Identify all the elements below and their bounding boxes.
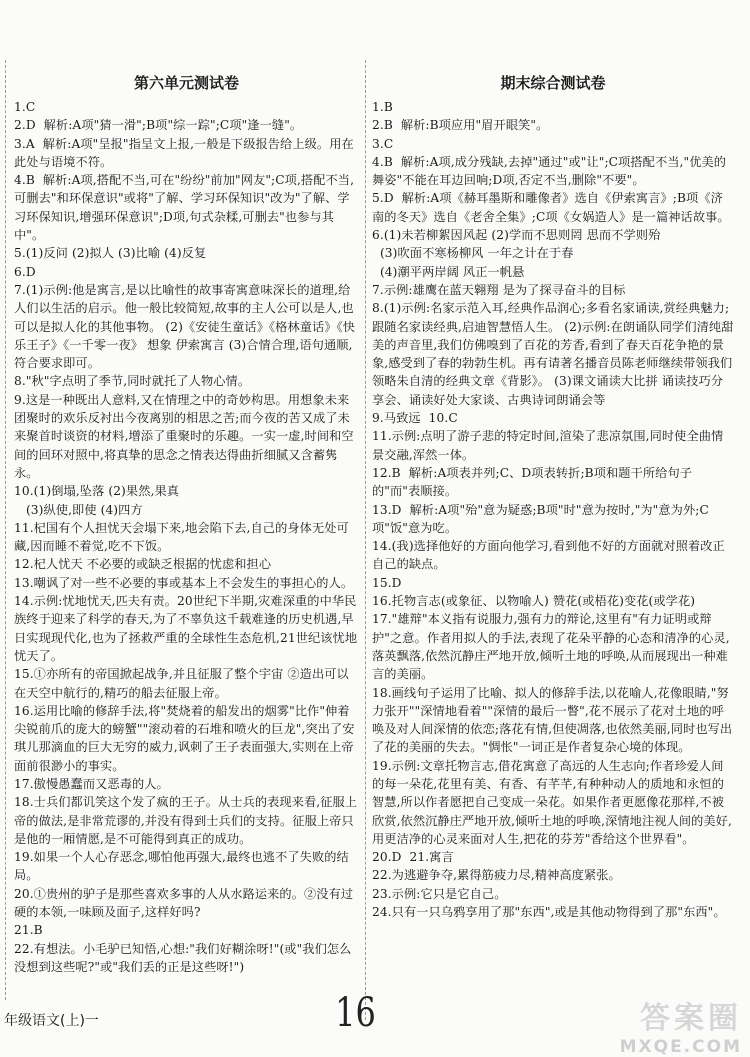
right-column	[372, 70, 734, 921]
answer-item: 20.①贵州的驴子是那些喜欢多事的人从水路运来的。②没有过硬的本领,一味顾及面子,这样好吗?	[14, 886, 354, 920]
answer-item: 19.示例:文章托物言志,借花寓意了高远的人生志向;作者珍爱人间的每一朵花,花里有美、有香、有芊芊,有种种动人的质地和永恒的智慧,所以作者愿把自己变成一朵花。如果作者更愿像花那样,不被欣赏,依然沉静庄严地开放,倾听土地的呼唤,深情地注视人间的美好,用更洁净的心灵来面对人生,把花的芬芳"香给这个世界看"。	[372, 758, 732, 846]
answer-item: 12.B 解析:A项表并列;C、D项表转折;B项和题干所给句子的"而"表顺接。	[372, 465, 693, 499]
answer-item: 6.(1)未若柳絮因风起 (2)学而不思则罔 思而不学则殆 (3)吹面不寒杨柳风 一年之计在于春 (4)潮平两岸阔 风正一帆悬	[372, 228, 661, 279]
left-margin-divider	[5, 60, 7, 1000]
left-column	[14, 70, 359, 976]
answer-item: 3.C	[372, 136, 394, 151]
answer-item: 11.杞国有个人担忧天会塌下来,地会陷下去,自己的身体无处可藏,因而睡不着觉,吃不下饭。	[14, 520, 349, 554]
answer-item: 14.示例:忧地忧天,匹夫有责。20世纪下半期,灾难深重的中华民族终于迎来了科学的春天,为了不辜负这千载难逢的历史机遇,早日实现现代化,也为了拯救严重的全球性生态危机,21世纪该忧地忧天了。	[14, 594, 358, 663]
watermark-url: MXQE.COM	[619, 1037, 742, 1057]
answer-item: 7.示例:雄鹰在蓝天翱翔 是为了探寻奋斗的目标	[372, 282, 626, 297]
answer-item: 23.示例:它只是它自己。	[372, 886, 507, 901]
section-title-final: 期末综合测试卷	[500, 74, 606, 92]
answer-item: 9.这是一种既出人意料,又在情理之中的奇妙构思。用想象未来团聚时的欢乐反衬出今夜离别的相思之苦;而今夜的苦又成了未来聚首时谈资的材料,增添了重聚时的乐趣。一实一虚,时间和空间的回环对照中,将真挚的思念之情表达得曲折细腻又含蓄隽永。	[14, 392, 354, 480]
answer-item: 10.(1)倒塌,坠落 (2)果然,果真 (3)纵使,即使 (4)四方	[14, 484, 180, 517]
answer-item: 13.嘲讽了对一些不必要的事或基本上不会发生的事担心的人。	[14, 575, 354, 590]
answer-item: 15.①亦所有的帝国掀起战争,并且征服了整个宇宙 ②造出可以在天空中航行的,精巧的船去征服上帝。	[14, 667, 349, 700]
answer-item: 4.B 解析:A项,搭配不当,可在"纷纷"前加"网友";C项,搭配不当,可删去"和环保意识"或将"了解、学习环保知识"改为"了解、学习环保知识,增强环保意识";D项,句式杂糅,可删去"也参与其中"。	[14, 173, 355, 243]
site-watermark	[612, 993, 742, 1057]
answer-item: 16.托物言志(或象征、以物喻人) 赞花(或梧花)变花(或学花)	[372, 594, 696, 609]
answer-item: 22.有想法。小毛驴已知悟,心想:"我们好糊涂呀!"(或"我们怎么没想到这些呢?"或"我们丢的正是这些呀!")	[14, 941, 352, 974]
answer-item: 9.马致远 10.C	[372, 411, 458, 426]
answer-item: 17."雄辩"本义指有说服力,强有力的辩论,这里有"有力证明或辩护"之意。作者用拟人的手法,表现了花朵平静的心态和清净的心灵,落英飘落,依然沉静庄严地开放,倾听土地的呼唤,从而展现出一种难言的美丽。	[372, 612, 730, 682]
handwritten-page-number: 16	[335, 990, 376, 1036]
answer-item: 12.杞人忧天 不必要的或缺乏根据的忧虑和担心	[14, 557, 272, 572]
section-title-unit6: 第六单元测试卷	[133, 74, 239, 92]
answer-item: 14.(我)选择他好的方面向他学习,看到他不好的方面就对照着改正自己的缺点。	[372, 539, 725, 572]
right-answer-list	[372, 98, 734, 921]
answer-item: 19.如果一个人心存恶念,哪怕他再强大,最终也逃不了失败的结局。	[14, 850, 349, 883]
answer-item: 3.A 解析:A项"呈报"指呈文上报,一般是下级报告给上级。用在此处与语境不符。	[14, 136, 354, 169]
answer-item: 18.画线句子运用了比喻、拟人的修辞手法,以花喻人,花像眼睛,"努力张开""深情地看着""深情的最后一瞥",花不展示了花对土地的呼唤及对人间深情的依恋;落花有情,但使凋落,也依然美丽,同时也写出了花的美丽的失去。"惆怅"一词正是作者复杂心境的体现。	[372, 685, 733, 755]
answer-item: 8.(1)示例:名家示范入耳,经典作品润心;多看名家诵读,赏经典魅力;跟随名家读经典,启迪智慧悟人生。 (2)示例:在朗诵队同学们清纯甜美的声音里,我们仿佛嗅到了百花的芳香,看到了春天百花争艳的景象,感受到了春的勃勃生机。再有请著名播音员陈老师继续带领我们领略朱自清的经典文章《背影》。 (3)课文诵读大比拼 诵读技巧分享会、诵读好处大家谈、古典诗词朗诵会等	[372, 301, 734, 407]
answer-item: 1.C	[14, 100, 36, 114]
answer-item: 17.傲慢愚蠢而又恶毒的人。	[14, 776, 169, 791]
answer-item: 15.D	[372, 575, 402, 590]
answer-item: 20.D 21.寓言	[372, 850, 454, 865]
answer-item: 2.D 解析:A项"猜一滑";B项"综一踪";C项"逢一缝"。	[14, 118, 303, 133]
answer-item: 13.D 解析:A项"殆"意为疑惑;B项"时"意为按时,"为"意为外;C项"饭"意为吃。	[372, 502, 709, 535]
answer-item: 5.(1)反问 (2)拟人 (3)比喻 (4)反复	[14, 246, 207, 261]
answer-item: 22.为逃避争夺,累得筋疲力尽,精神高度紧张。	[372, 868, 621, 883]
watermark-logo-text: 答案圈	[640, 1001, 742, 1036]
answer-item: 5.D 解析:A项《赫耳墨斯和雕像者》选自《伊索寓言》;B项《济南的冬天》选自《老舍全集》;C项《女娲造人》是一篇神话故事。	[372, 191, 730, 224]
answer-item: 16.运用比喻的修辞手法,将"焚烧着的船发出的烟雾"比作"伸着尖锐前爪的庞大的螃蟹""滚动着的石堆和喷火的巨龙",突出了安琪儿那滴血的巨大无穷的威力,讽刺了王子表面强大,实则在上帝面前很渺小的事实。	[14, 703, 355, 773]
footer-grade-label: 年级语文(上)一	[4, 1013, 99, 1029]
column-divider	[365, 60, 367, 1020]
answer-item: 8."秋"字点明了季节,同时就托了人物心情。	[14, 374, 251, 389]
answer-item: 4.B 解析:A项,成分残缺,去掉"通过"或"让";C项搭配不当,"优美的舞姿"不能在耳边回响;D项,否定不当,删除"不要"。	[372, 154, 727, 188]
answer-item: 1.B	[372, 100, 393, 114]
left-answer-list	[14, 98, 359, 976]
answer-item: 21.B	[14, 923, 43, 938]
answer-item: 2.B 解析:B项应用"眉开眼笑"。	[372, 118, 549, 133]
answer-item: 6.D	[14, 264, 36, 279]
answer-item: 24.只有一只乌鸦享用了那"东西",或是其他动物得到了那"东西"。	[372, 905, 726, 920]
answer-item: 18.士兵们都讥笑这个发了疯的王子。从士兵的表现来看,征服上帝的做法,是非常荒谬的,并没有得到士兵们的支持。征服上帝只是他的一厢情愿,是不可能得到真正的成功。	[14, 795, 358, 846]
answer-item: 11.示例:点明了游子悲的特定时间,渲染了悲凉氛围,同时使全曲情景交融,浑然一体。	[372, 429, 724, 462]
answer-item: 7.(1)示例:他是寓言,是以比喻性的故事寄寓意味深长的道理,给人们以生活的启示。他一般比较简短,故事的主人公可以是人,也可以是拟人化的其他事物。 (2)《安徒生童话》《格林童话》《快乐王子》《一千零一夜》 想象 伊索寓言 (3)合情合理,语句通顺,符合要求即可。	[14, 282, 356, 371]
